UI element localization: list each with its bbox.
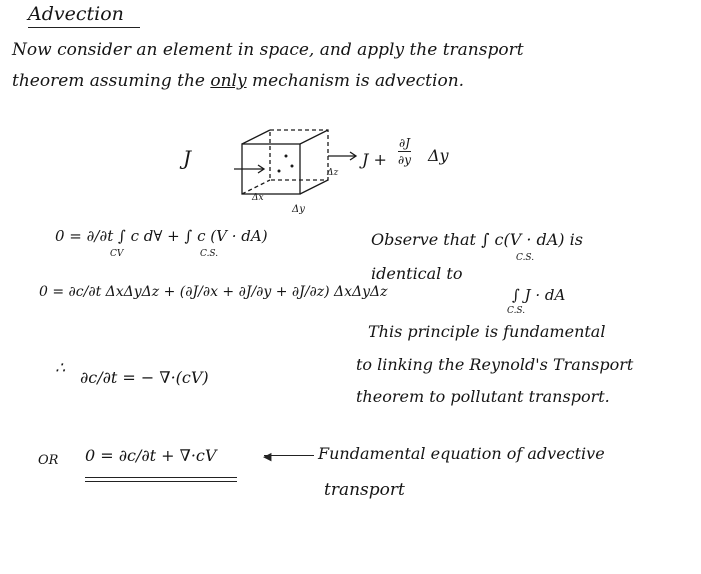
title-underline [28, 27, 140, 28]
delta-z-label: Δz [327, 168, 339, 178]
intro-line-2-a: theorem assuming the [12, 71, 211, 91]
flux-out-numerator: ∂J [398, 136, 410, 150]
left-arrow-icon: ◀ [263, 450, 272, 463]
flux-out-suffix: Δy [428, 146, 449, 165]
fundamental-line-1: Fundamental equation of advective [318, 444, 605, 463]
principle-line-1: This principle is fundamental [368, 322, 606, 341]
eq1-cv-subscript: CV [110, 249, 124, 259]
flux-out-fraction [398, 136, 411, 167]
intro-line-2-b: mechanism is advection. [246, 71, 465, 91]
flux-in-label: J [183, 146, 192, 170]
equation-1: 0 = ∂/∂t ∫ c d∀ + ∫ c (V · dA) [55, 227, 268, 245]
equation-2: 0 = ∂c/∂t ΔxΔyΔz + (∂J/∂x + ∂J/∂y + ∂J/∂z) ΔxΔyΔz [39, 284, 388, 300]
or-label: OR [38, 453, 59, 468]
integral-J-cs-subscript: C.S. [507, 306, 526, 316]
equation-4-underline-1 [85, 477, 237, 478]
integral-J-dA: ∫ J · dA [512, 286, 566, 304]
identical-note: identical to [371, 264, 463, 283]
eq1-cs-subscript: C.S. [200, 249, 219, 259]
equation-3: ∂c/∂t = − ∇·(cV) [80, 368, 209, 387]
flux-out-prefix: J + [362, 150, 387, 169]
pointer-arrow-line [264, 455, 314, 456]
observe-cs-subscript: C.S. [516, 253, 535, 263]
delta-x-label: Δx [252, 193, 264, 203]
cube-back-face [270, 130, 328, 180]
therefore-symbol: ∴ [55, 358, 66, 377]
observe-note: Observe that ∫ c(V · dA) is [371, 230, 583, 249]
delta-y-label: Δy [292, 204, 305, 215]
intro-only-emphasis: only [210, 71, 247, 91]
equation-4-underline-2 [85, 481, 237, 482]
fundamental-line-2: transport [324, 480, 405, 500]
intro-line-1: Now consider an element in space, and apply the transport [12, 40, 524, 60]
flux-out-denominator: ∂y [398, 153, 411, 167]
principle-line-3: theorem to pollutant transport. [356, 387, 610, 406]
principle-line-2: to linking the Reynold's Transport [356, 355, 634, 374]
equation-4: 0 = ∂c/∂t + ∇·cV [85, 446, 217, 465]
page-title: Advection [28, 3, 124, 25]
intro-line-2 [12, 71, 464, 91]
